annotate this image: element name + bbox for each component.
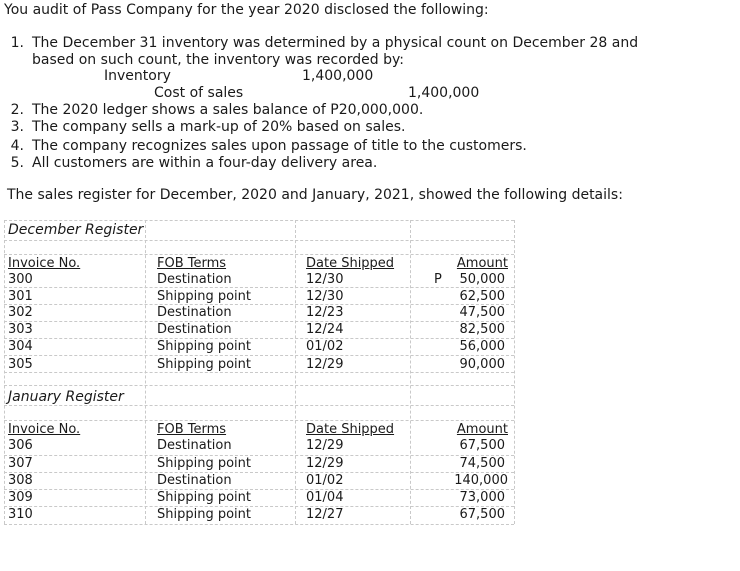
amount: 140,000: [454, 473, 508, 488]
item-text: The December 31 inventory was determined by a physical count on December 28 and: [32, 35, 639, 51]
date-shipped: 12/29: [306, 438, 344, 453]
entry-credit-amount: 1,400,000: [408, 85, 480, 101]
fob-terms: Destination: [157, 438, 232, 453]
date-shipped: 12/24: [306, 322, 344, 337]
fob-terms: Shipping point: [157, 357, 251, 372]
fob-terms: Shipping point: [157, 490, 251, 505]
entry-debit-amount: 1,400,000: [302, 68, 374, 84]
invoice-no: 304: [8, 339, 33, 354]
date-shipped: 12/27: [306, 507, 344, 522]
date-shipped: 12/23: [306, 305, 344, 320]
col-header-date: Date Shipped: [306, 422, 395, 437]
invoice-no: 302: [8, 305, 33, 320]
date-shipped: 12/30: [306, 272, 344, 287]
amount: 82,500: [459, 322, 505, 337]
col-header-fob: FOB Terms: [157, 422, 227, 437]
amount: 73,000: [459, 490, 505, 505]
col-header-amount: Amount: [456, 256, 508, 271]
currency-symbol: P: [434, 272, 442, 287]
amount: 47,500: [459, 305, 505, 320]
col-header-invoice: Invoice No.: [8, 422, 81, 437]
amount: 90,000: [459, 357, 505, 372]
col-header-amount: Amount: [456, 422, 508, 437]
december-register-title: December Register: [8, 222, 144, 238]
invoice-no: 301: [8, 289, 33, 304]
fob-terms: Destination: [157, 305, 232, 320]
item-number: 4.: [10, 138, 24, 154]
fob-terms: Shipping point: [157, 289, 251, 304]
invoice-no: 303: [8, 322, 33, 337]
invoice-no: 300: [8, 272, 33, 287]
amount: 62,500: [459, 289, 505, 304]
col-header-invoice: Invoice No.: [8, 256, 81, 271]
col-header-date: Date Shipped: [306, 256, 395, 271]
amount: 74,500: [459, 456, 505, 471]
item-text: The 2020 ledger shows a sales balance of P20,000,000.: [32, 102, 424, 118]
fob-terms: Destination: [157, 272, 232, 287]
item-text: The company recognizes sales upon passage of title to the customers.: [32, 138, 527, 154]
amount: 67,500: [459, 438, 505, 453]
item-text: The company sells a mark-up of 20% based on sales.: [32, 119, 406, 135]
fob-terms: Shipping point: [157, 507, 251, 522]
date-shipped: 01/02: [306, 339, 344, 354]
amount: 50,000: [459, 272, 505, 287]
col-header-fob: FOB Terms: [157, 256, 227, 271]
date-shipped: 12/29: [306, 357, 344, 372]
date-shipped: 12/30: [306, 289, 344, 304]
sales-register-intro: The sales register for December, 2020 and January, 2021, showed the following details:: [7, 187, 623, 203]
invoice-no: 307: [8, 456, 33, 471]
january-register-title: January Register: [8, 389, 124, 405]
entry-debit-account: Inventory: [104, 68, 171, 84]
invoice-no: 309: [8, 490, 33, 505]
item-number: 1.: [10, 35, 24, 51]
amount: 56,000: [459, 339, 505, 354]
date-shipped: 01/04: [306, 490, 344, 505]
fob-terms: Destination: [157, 473, 232, 488]
entry-credit-account: Cost of sales: [154, 85, 244, 101]
item-number: 3.: [10, 119, 24, 135]
invoice-no: 305: [8, 357, 33, 372]
item-number: 5.: [10, 155, 24, 171]
invoice-no: 310: [8, 507, 33, 522]
fob-terms: Shipping point: [157, 456, 251, 471]
fob-terms: Shipping point: [157, 339, 251, 354]
item-number: 2.: [10, 102, 24, 118]
invoice-no: 308: [8, 473, 33, 488]
intro-text: You audit of Pass Company for the year 2020 disclosed the following:: [4, 2, 489, 18]
item-text: All customers are within a four-day delivery area.: [32, 155, 378, 171]
item-text-continued: based on such count, the inventory was recorded by:: [32, 52, 405, 68]
amount: 67,500: [459, 507, 505, 522]
date-shipped: 01/02: [306, 473, 344, 488]
date-shipped: 12/29: [306, 456, 344, 471]
invoice-no: 306: [8, 438, 33, 453]
fob-terms: Destination: [157, 322, 232, 337]
